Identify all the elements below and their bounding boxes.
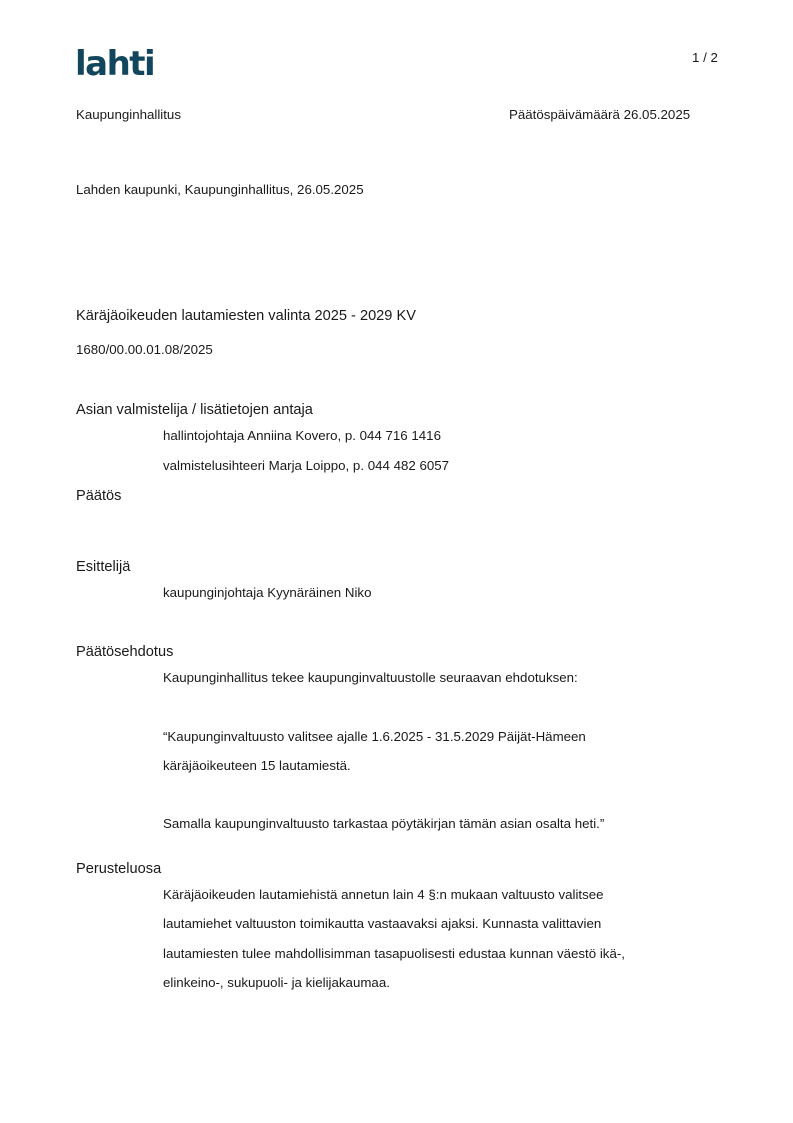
proposal-line: Samalla kaupunginvaltuusto tarkastaa pöytäkirjan tämän asian osalta heti.” <box>163 816 605 831</box>
organ-name: Kaupunginhallitus <box>76 107 181 122</box>
record-number: 1680/00.00.01.08/2025 <box>76 342 213 357</box>
preparer-heading: Asian valmistelija / lisätietojen antaja <box>76 402 313 418</box>
preparer-line: hallintojohtaja Anniina Kovero, p. 044 716 1416 <box>163 428 441 443</box>
meeting-line: Lahden kaupunki, Kaupunginhallitus, 26.05.2025 <box>76 182 364 197</box>
lahti-logo: lahti <box>75 44 155 84</box>
proposal-heading: Päätösehdotus <box>76 644 174 660</box>
document-title: Käräjäoikeuden lautamiesten valinta 2025 - 2029 KV <box>76 308 416 324</box>
proposal-line: “Kaupunginvaltuusto valitsee ajalle 1.6.2025 - 31.5.2029 Päijät-Hämeen <box>163 729 586 744</box>
presenter-line: kaupunginjohtaja Kyynäräinen Niko <box>163 585 372 600</box>
rationale-line: Käräjäoikeuden lautamiehistä annetun lain 4 §:n mukaan valtuusto valitsee <box>163 887 604 902</box>
decision-date: Päätöspäivämäärä 26.05.2025 <box>509 107 691 122</box>
proposal-line: käräjäoikeuteen 15 lautamiestä. <box>163 758 351 773</box>
proposal-line: Kaupunginhallitus tekee kaupunginvaltuustolle seuraavan ehdotuksen: <box>163 670 578 685</box>
decision-heading: Päätös <box>76 488 122 504</box>
rationale-line: lautamiesten tulee mahdollisimman tasapuolisesti edustaa kunnan väestö ikä-, <box>163 946 625 961</box>
presenter-heading: Esittelijä <box>76 559 131 575</box>
page-number: 1 / 2 <box>692 50 718 65</box>
rationale-line: lautamiehet valtuuston toimikautta vastaavaksi ajaksi. Kunnasta valittavien <box>163 916 602 931</box>
rationale-line: elinkeino-, sukupuoli- ja kielijakaumaa. <box>163 975 390 990</box>
preparer-line: valmistelusihteeri Marja Loippo, p. 044 482 6057 <box>163 458 450 473</box>
rationale-heading: Perusteluosa <box>76 861 162 877</box>
